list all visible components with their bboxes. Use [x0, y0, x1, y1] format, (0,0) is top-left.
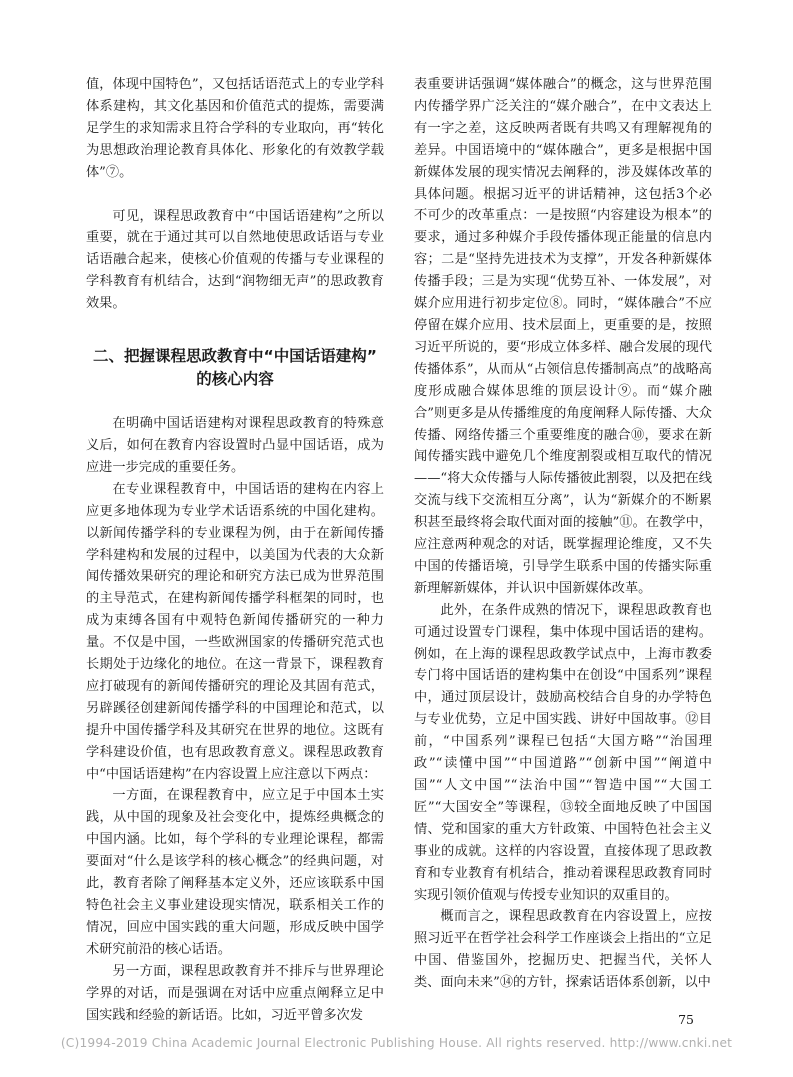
- paragraph: 在专业课程教育中，中国话语的建构在内容上应更多地体现为专业学术话语系统的中国化建构。以新闻传播学科的专业课程为例，由于在新闻传播学科建构和发展的过程中，以美国为代表的大众新闻传播效果研究的理论和研究方法已成为世界范围的主导范式，在建构新闻传播学科框架的同时，也成为束缚各国有中观特色新闻传播研究的一种力量。不仅是中国，一些欧洲国家的传播研究范式也长期处于边缘化的地位。在这一背景下，课程教育应打破现有的新闻传播研究的理论及其固有范式，另辟蹊径创建新闻传播学科的中国理论和范式，以提升中国传播学科及其研究在世界的地位。这既有学科建设价值，也有思政教育意义。课程思政教育中“中国话语建构”在内容设置上应注意以下两点：: [86, 481, 384, 782]
- paragraph: 值，体现中国特色”，又包括话语范式上的专业学科体系建构，其文化基因和价值范式的提炼，需要满足学生的求知需求且符合学科的专业取向，再“转化为思想政治理论教育具体化、形象化的有效教学载体”⑦。: [86, 77, 384, 180]
- paragraph: 另一方面，课程思政教育并不排斥与世界理论学界的对话，而是强调在对话中应重点阐释立足中国实践和经验的新话语。比如，习近平曾多次发: [86, 963, 384, 1023]
- paragraph: 表重要讲话强调“媒体融合”的概念，这与世界范围内传播学界广泛关注的“媒介融合”，在中文表达上有一字之差，这反映两者既有共鸣又有理解视角的差异。中国语境中的“媒体融合”，更多是根据中国新媒体发展的现实情况去阐释的，涉及媒体改革的具体问题。根据习近平的讲话精神，这包括3个必不可少的改革重点：一是按照“内容建设为根本”的要求，通过多种媒介手段传播体现正能量的信息内容；二是“坚持先进技术为支撑”，开发各种新媒体传播手段；三是为实现“优势互补、一体发展”，对媒介应用进行初步定位⑧。同时，“媒体融合”不应停留在媒介应用、技术层面上，更重要的是，按照习近平所说的，要“形成立体多样、融合发展的现代传播体系”，从而从“占领信息传播制高点”的战略高度形成融合媒体思维的顶层设计⑨。而“媒介融合”则更多是从传播维度的角度阐释人际传播、大众传播、网络传播三个重要维度的融合⑩，要求在新闻传播实践中避免几个维度割裂或相互取代的情况——“将大众传播与人际传播彼此割裂，以及把在线交流与线下交流相互分离”，认为“新媒介的不断累积甚至最终将会取代面对面的接触”⑪。在教学中，应注意两种观念的对话，既掌握理论维度，又不失中国的传播语境，引导学生联系中国的传播实际重新理解新媒体，并认识中国新媒体改革。: [414, 77, 712, 596]
- page-number: 75: [678, 1012, 694, 1027]
- paragraph: 此外，在条件成熟的情况下，课程思政教育也可通过设置专门课程，集中体现中国话语的建构。例如，在上海的课程思政教学试点中，上海市教委专门将中国话语的建构集中在创设“中国系列”课程中，通过顶层设计，鼓励高校结合自身的办学特色与专业优势，立足中国实践、讲好中国故事。⑫目前，“中国系列”课程已包括“大国方略”“治国理政”“读懂中国”“中国道路”“创新中国”“阐道中国”“人文中国”“法治中国”“智造中国”“大国工匠”“大国安全”等课程，⑬较全面地反映了中国国情、党和国家的重大方针政策、中国特色社会主义事业的成就。这样的内容设置，直接体现了思政教育和专业教育有机结合，推动着课程思政教育同时实现引领价值观与传授专业知识的双重目的。: [414, 602, 712, 903]
- left-column: [86, 74, 384, 1026]
- paragraph-gap: [86, 184, 384, 206]
- paragraph: 可见，课程思政教育中“中国话语建构”之所以重要，就在于通过其可以自然地使思政话语与专业话语融合起来，使核心价值观的传播与专业课程的学科教育有机结合，达到“润物细无声”的思政教育效果。: [86, 208, 384, 312]
- paragraph: 概而言之，课程思政教育在内容设置上，应按照习近平在哲学社会科学工作座谈会上指出的“立足中国、借鉴国外，挖掘历史、把握当代，关怀人类、面向未来”⑭的方针，探索话语体系创新，以中: [414, 909, 712, 991]
- section-heading-line: 二、把握课程思政教育中“中国话语建构”: [93, 347, 377, 366]
- section-heading-line: 的核心内容: [196, 370, 274, 389]
- paragraph: 一方面，在课程教育中，应立足于中国本土实践，从中国的现象及社会变化中，提炼经典概念的中国内涵。比如，每个学科的专业理论课程，都需要面对“什么是该学科的核心概念”的经典问题，对此，教育者除了阐释基本定义外，还应该联系中国特色社会主义事业建设现实情况，联系相关工作的情况，回应中国实践的重大问题，形成反映中国学术研究前沿的核心话语。: [86, 788, 384, 957]
- paragraph: 在明确中国话语建构对课程思政教育的特殊意义后，如何在教育内容设置时凸显中国话语，成为应进一步完成的重要任务。: [86, 416, 384, 475]
- right-column: [414, 74, 712, 994]
- section-heading: [86, 345, 384, 391]
- copyright-notice: (C)1994-2019 China Academic Journal Electronic Publishing House. All rights reserved. http://www.cnki.net: [60, 1036, 733, 1050]
